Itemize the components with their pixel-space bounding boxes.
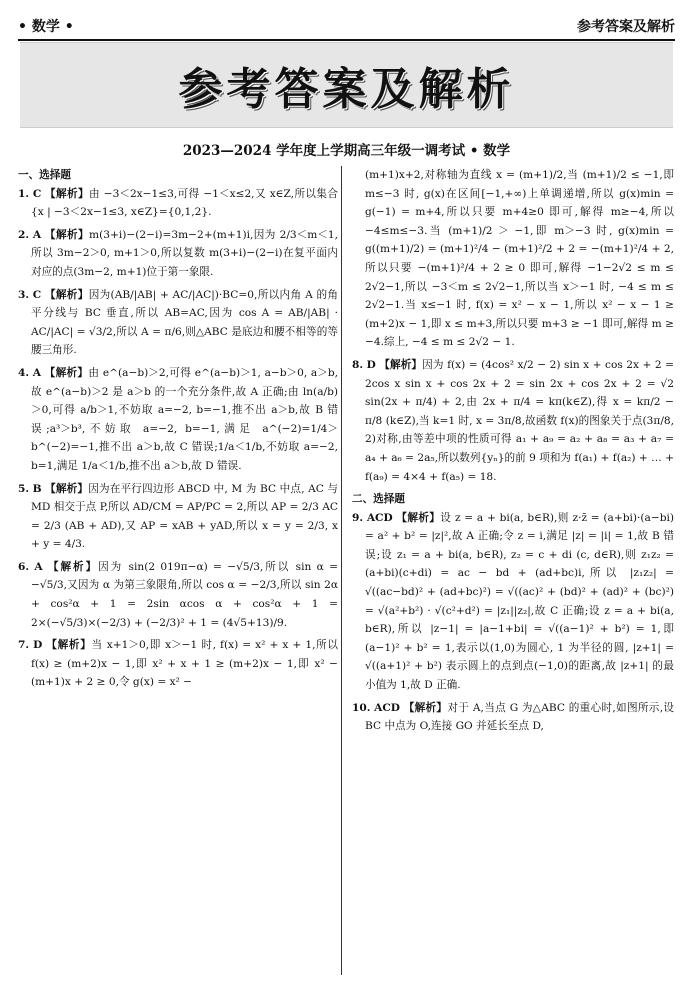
- item-text: 由 e^(a−b)＞2,可得 e^(a−b)＞1, a−b＞0, a＞b,故 e^(a−b)＞2 是 a＞b 的一个充分条件,故 A 正确;由 ln(a/b)＞0,可得 a/b＞1,不妨取 a=−2, b=−1,推不出 a＞b,故 B 错误;a³＞b³,不妨取 a=−2, b=−1,满足 a^(−2)=1/4＞b^(−2)=−1,推不出 a＞b,故 C 错误;1/a＜1/b,不妨取 a=−2, b=1,满足 1/a＜1/b,推不出 a＞b,故 D 错误.: [31, 366, 338, 472]
- item-answer: A: [34, 560, 43, 573]
- item-tag: 【解析】: [45, 187, 89, 200]
- item-answer: A: [32, 366, 41, 379]
- answer-item-1: [18, 185, 338, 222]
- item-text: 由 −3＜2x−1≤3,可得 −1＜x≤2,又 x∈Z,所以集合{x | −3＜2x−1≤3, x∈Z}={0,1,2}.: [31, 187, 338, 219]
- item-tag: 【解析】: [44, 366, 89, 379]
- item-text: m(3+i)−(2−i)=3m−2+(m+1)i,因为 2/3＜m＜1,所以 3m−2＞0, m+1＞0,所以复数 m(3+i)−(2−i)在复平面内对应的点(3m−2, m+1)位于第一象限.: [31, 228, 339, 278]
- item-tag: 【解析】: [44, 288, 89, 301]
- item-tag: 【解析】: [44, 228, 90, 241]
- item-answer: D: [33, 639, 43, 652]
- item-tag: 【解析】: [379, 358, 423, 371]
- header-section-title: 参考答案及解析: [577, 19, 675, 35]
- item-text: 对于 A,当点 G 为△ABC 的重心时,如图所示,设 BC 中点为 O,连接 GO 并延长至点 D,: [365, 701, 675, 733]
- item-number: 3.: [18, 288, 30, 301]
- item-answer: D: [366, 358, 376, 371]
- answer-item-7: [18, 636, 338, 692]
- left-column: [18, 166, 338, 696]
- item-number: 6.: [18, 560, 30, 573]
- page-header: [18, 10, 675, 41]
- item-text: 因为(AB/|AB| + AC/|AC|)·BC=0,所以内角 A 的角平分线与 BC 垂直,所以 AB=AC,因为 cos A = AB/|AB| · AC/|AC| = √3/2,所以 A = π/6,则△ABC 是底边和腰不相等的等腰三角形.: [31, 288, 339, 357]
- section-heading-multi-choice: 二、选择题: [352, 493, 405, 506]
- item-tag: 【解析】: [403, 701, 448, 714]
- answer-item-7-continued: (m+1)x+2,对称轴为直线 x = (m+1)/2,当 (m+1)/2 ≤ −1,即 m≤−3 时, g(x)在区间[−1,+∞)上单调递增,所以 g(x)min = g(−1) = m+4,所以只要 m+4≥0 即可,解得 m≥−4,所以 −4≤m≤−3.当 (m+1)/2 ＞ −1,即 m＞−3 时, g(x)min = g((m+1)/2) = (m+1)²/4 − (m+1)²/2 + 2 = −(m+1)²/4 + 2,所以只要 −(m+1)²/4 + 2 ≥ 0 即可,解得 −1−2√2 ≤ m ≤ 2√2−1,所以 −3＜m ≤ 2√2−1,所以当 x＞−1 时, −4 ≤ m ≤ 2√2−1.当 x≤−1 时, f(x) = x² − x − 1,所以 x² − x − 1 ≥ (m+2)x − 1,即 x ≤ m+3,所以只要 m+3 ≥ −1 即可,解得 m ≥ −4.综上, −4 ≤ m ≤ 2√2 − 1.: [365, 169, 674, 349]
- exam-subtitle: 2023—2024 学年度上学期高三年级一调考试 • 数学: [182, 143, 511, 159]
- item-number: 4.: [18, 366, 30, 379]
- column-divider: [341, 166, 342, 975]
- item-answer: A: [32, 228, 42, 241]
- item-answer: ACD: [374, 701, 400, 714]
- answer-item-3: [18, 286, 338, 360]
- item-tag: 【解析】: [46, 639, 92, 652]
- banner-title: 参考答案及解析: [178, 64, 515, 115]
- item-text: 因为 f(x) = (4cos² x/2 − 2) sin x + cos 2x + 2 = 2cos x sin x + cos 2x + 2 = sin 2x + cos 2x + 2 = √2 sin(2x + π/4) + 2,由 2x + π/4 = kπ(k∈Z),得 x = kπ/2 − π/8 (k∈Z),当 k=1 时, x = 3π/8,故函数 f(x)的图象关于点(3π/8, 2)对称,由等差中项的性质可得 a₁ + a₉ = a₂ + a₈ = a₃ + a₇ = a₄ + a₆ = 2a₅,所以数列{yₙ}的前 9 项和为 f(a₁) + f(a₂) + … + f(a₉) = 4×4 + f(a₅) = 18.: [365, 358, 674, 483]
- item-tag: 【解析】: [47, 560, 99, 573]
- item-tag: 【解析】: [45, 482, 89, 495]
- item-text: 当 x+1＞0,即 x＞−1 时, f(x) = x² + x + 1,所以 f(x) ≥ (m+2)x − 1,即 x² + x + 1 ≥ (m+2)x − 1,即 x² − (m+1)x + 2 ≥ 0,令 g(x) = x² −: [31, 639, 338, 689]
- item-text: 因为在平行四边形 ABCD 中, M 为 BC 中点, AC 与 MD 相交于点 P,所以 AD/CM = AP/PC = 2,所以 AP = 2/3 AC = 2/3 (AB + AD),又 AP = xAB + yAD,所以 x = y = 2/3, x + y = 4/3.: [31, 482, 338, 551]
- item-number: 5.: [18, 482, 30, 495]
- item-answer: C: [32, 187, 42, 200]
- item-number: 7.: [18, 639, 30, 652]
- item-number: 8.: [352, 358, 364, 371]
- header-subject: • 数学 •: [18, 19, 74, 35]
- item-number: 9.: [352, 511, 364, 524]
- item-text: 因为 sin(2 019π−α) = −√5/3,所以 sin α = −√5/3,又因为 α 为第三象限角,所以 cos α = −2/3,所以 sin 2α + cos²α + 1 = 2sin αcos α + cos²α + 1 = 2×(−√5/3)×(−2/3) + (−2/3)² + 1 = (4√5+13)/9.: [31, 560, 338, 629]
- answer-item-2: [18, 226, 338, 282]
- item-number: 1.: [18, 187, 30, 200]
- answer-item-4: [18, 364, 338, 476]
- item-number: 2.: [18, 228, 30, 241]
- right-column: [352, 166, 674, 740]
- answer-item-9: [352, 509, 674, 695]
- item-tag: 【解析】: [396, 511, 441, 524]
- answer-item-8: [352, 356, 674, 486]
- answer-item-10: [352, 699, 674, 736]
- answer-item-6: [18, 558, 338, 632]
- section-heading-choice: 一、选择题: [18, 169, 71, 181]
- item-answer: C: [32, 288, 42, 301]
- item-text: 设 z = a + bi(a, b∈R),则 z·z̄ = (a+bi)·(a−bi) = a² + b² = |z|²,故 A 正确;令 z = i,满足 |z| = |i| = 1,故 B 错误;设 z₁ = a + bi(a, b∈R), z₂ = c + di (c, d∈R),则 z₁z₂ = (a+bi)(c+di) = ac − bd + (ad+bc)i,所以 |z₁z₂| = √((ac−bd)² + (ad+bc)²) = √((ac)² + (bd)² + (ad)² + (bc)²) = √(a²+b²) · √(c²+d²) = |z₁||z₂|,故 C 正确;设 z = a + bi(a, b∈R),所以 |z−1| = |a−1+bi| = √((a−1)² + b²) = 1,即 (a−1)² + b² = 1,表示以(1,0)为圆心, 1 为半径的圆, |z+1| = √((a+1)² + b²) 表示圆上的点到点(−1,0)的距离,故 |z+1| 的最小值为 1,故 D 正确.: [365, 511, 675, 692]
- title-banner: [20, 42, 673, 128]
- item-answer: ACD: [366, 511, 393, 524]
- answer-item-5: [18, 480, 338, 554]
- item-number: 10.: [352, 701, 371, 714]
- item-answer: B: [32, 482, 42, 495]
